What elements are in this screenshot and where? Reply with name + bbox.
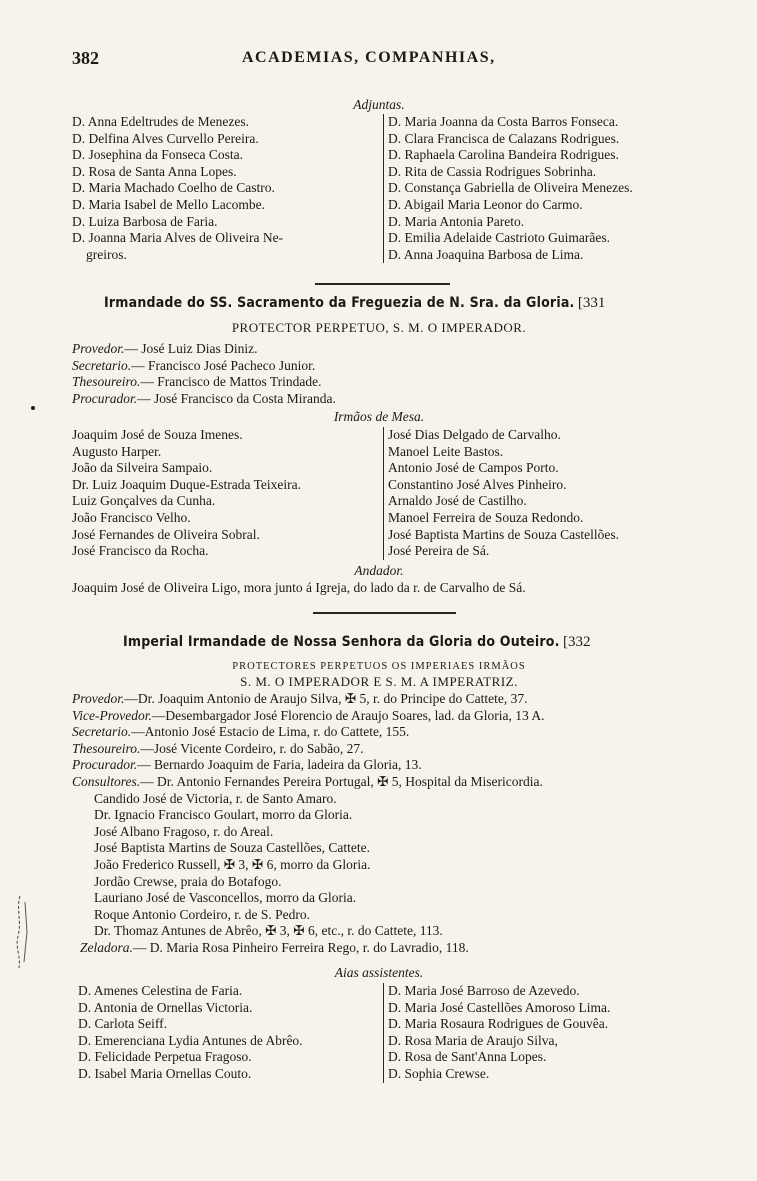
list-item: Dr. Ignacio Francisco Goulart, morro da Gloria. bbox=[94, 807, 353, 823]
list-item: D. Amenes Celestina de Faria. bbox=[78, 983, 243, 998]
officer-role: Secretario. bbox=[72, 724, 132, 740]
list-item: D. Anna Joaquina Barbosa de Lima. bbox=[388, 246, 584, 262]
list-item: João Francisco Velho. bbox=[72, 509, 191, 525]
section-heading bbox=[104, 295, 605, 312]
section-number: [332 bbox=[563, 634, 591, 650]
officer-name: —Antonio José Estacio de Lima, r. do Cattete, 155. bbox=[131, 724, 410, 740]
aias-heading: Aias assistentes. bbox=[334, 965, 424, 980]
officer-role: Provedor. bbox=[72, 691, 125, 706]
officer-name: — D. Maria Rosa Pinheiro Ferreira Rego, r. do Lavradio, 118. bbox=[132, 939, 469, 955]
officer-name: —Desembargador José Florencio de Araujo Soares, lad. da Gloria, 13 A. bbox=[151, 707, 545, 723]
adjuntas-right-column bbox=[383, 114, 694, 263]
list-item: D. Maria Joanna da Costa Barros Fonseca. bbox=[388, 114, 619, 129]
divider bbox=[315, 283, 450, 285]
list-item: João Frederico Russell, ✠ 3, ✠ 6, morro da Gloria. bbox=[94, 856, 371, 872]
list-item: Candido José de Victoria, r. de Santo Amaro. bbox=[94, 790, 337, 806]
andador-text: Joaquim José de Oliveira Ligo, mora junto á Igreja, do lado da r. de Carvalho de Sá. bbox=[72, 580, 526, 595]
officer-name: — José Francisco da Costa Miranda. bbox=[137, 390, 336, 406]
officer-name: — José Luiz Dias Diniz. bbox=[124, 341, 258, 356]
officer-role: Consultores. bbox=[72, 773, 141, 789]
section-title: Irmandade do SS. Sacramento da Freguezia de N. Sra. da Gloria. bbox=[104, 295, 575, 311]
section-heading bbox=[123, 634, 591, 651]
list-item: D. Carlota Seiff. bbox=[78, 1016, 167, 1032]
list-item: D. Rosa de Sant'Anna Lopes. bbox=[388, 1049, 547, 1065]
list-item: D. Maria Isabel de Mello Lacombe. bbox=[72, 196, 266, 212]
list-item: José Pereira de Sá. bbox=[388, 543, 490, 559]
list-item: D. Rosa Maria de Araujo Silva, bbox=[388, 1032, 558, 1048]
divider bbox=[313, 612, 456, 614]
irmaos-list bbox=[72, 427, 686, 561]
adjuntas-list bbox=[72, 114, 686, 264]
list-item: José Albano Fragoso, r. do Areal. bbox=[94, 823, 274, 839]
list-item: D. Joanna Maria Alves de Oliveira Ne- bbox=[72, 230, 284, 246]
list-item: Dr. Thomaz Antunes de Abrêo, ✠ 3, ✠ 6, etc., r. do Cattete, 113. bbox=[94, 923, 443, 939]
list-item: José Dias Delgado de Carvalho. bbox=[388, 427, 561, 442]
list-item: D. Clara Francisca de Calazans Rodrigues. bbox=[388, 130, 620, 146]
running-title: ACADEMIAS, COMPANHIAS, bbox=[242, 49, 496, 66]
list-item: Dr. Luiz Joaquim Duque-Estrada Teixeira. bbox=[72, 476, 301, 492]
list-item: João da Silveira Sampaio. bbox=[72, 460, 213, 476]
irmaos-heading: Irmãos de Mesa. bbox=[333, 409, 425, 424]
adjuntas-heading: Adjuntas. bbox=[353, 97, 405, 112]
officer-role: Thesoureiro. bbox=[72, 740, 141, 756]
list-item: Roque Antonio Cordeiro, r. de S. Pedro. bbox=[94, 906, 310, 922]
list-item: D. Emerenciana Lydia Antunes de Abrêo. bbox=[78, 1032, 303, 1048]
list-item: D. Antonia de Ornellas Victoria. bbox=[78, 999, 253, 1015]
officer-name: — Dr. Antonio Fernandes Pereira Portugal, ✠ 5, Hospital da Misericordia. bbox=[140, 773, 543, 789]
officer-name: — Francisco de Mattos Trindade. bbox=[140, 374, 322, 390]
list-item: D. Rosa de Santa Anna Lopes. bbox=[72, 163, 237, 179]
list-item: Augusto Harper. bbox=[72, 443, 162, 459]
list-item: Luiz Gonçalves da Cunha. bbox=[72, 493, 216, 509]
list-item: Antonio José de Campos Porto. bbox=[388, 460, 559, 476]
irmaos-left-column bbox=[72, 427, 372, 560]
officer-name: —José Vicente Cordeiro, r. do Sabão, 27. bbox=[140, 740, 364, 756]
list-item: D. Delfina Alves Curvello Pereira. bbox=[72, 130, 259, 146]
adjuntas-left-column bbox=[72, 114, 372, 263]
officer-role: Procurador. bbox=[72, 757, 138, 773]
aias-left-column bbox=[78, 983, 378, 1083]
list-item: Lauriano José de Vasconcellos, morro da Gloria. bbox=[94, 890, 357, 906]
officer-name: — Francisco José Pacheco Junior. bbox=[131, 357, 316, 373]
section-title: Imperial Irmandade de Nossa Senhora da Gloria do Outeiro. bbox=[123, 634, 560, 650]
section-number: [331 bbox=[577, 295, 606, 311]
list-item: D. Rita de Cassia Rodrigues Sobrinha. bbox=[388, 163, 597, 179]
page-number: 382 bbox=[72, 48, 99, 68]
officer-role: Procurador. bbox=[72, 390, 138, 406]
list-item: D. Anna Edeltrudes de Menezes. bbox=[72, 114, 249, 129]
list-item: D. Maria Machado Coelho de Castro. bbox=[72, 180, 275, 196]
list-item: D. Luiza Barbosa de Faria. bbox=[72, 213, 218, 229]
aias-right-column bbox=[383, 983, 694, 1083]
list-item: D. Maria José Castellões Amoroso Lima. bbox=[388, 999, 611, 1015]
list-item: Constantino José Alves Pinheiro. bbox=[388, 476, 567, 492]
list-item: Jordão Crewse, praia do Botafogo. bbox=[94, 873, 282, 889]
margin-dot bbox=[31, 406, 35, 410]
list-item: D. Isabel Maria Ornellas Couto. bbox=[78, 1065, 252, 1081]
list-item: D. Raphaela Carolina Bandeira Rodrigues. bbox=[388, 147, 619, 163]
list-item: Joaquim José de Souza Imenes. bbox=[72, 427, 243, 442]
officer-role: Zeladora. bbox=[80, 939, 133, 955]
list-item: D. Felicidade Perpetua Fragoso. bbox=[78, 1049, 252, 1065]
officer-role: Secretario. bbox=[72, 357, 132, 373]
list-item: José Fernandes de Oliveira Sobral. bbox=[72, 526, 260, 542]
list-item: D. Emilia Adelaide Castrioto Guimarães. bbox=[388, 230, 610, 246]
list-item: D. Constança Gabriella de Oliveira Menezes. bbox=[388, 180, 633, 196]
officer-name: —Dr. Joaquim Antonio de Araujo Silva, ✠ 5, r. do Principe do Cattete, 37. bbox=[124, 691, 528, 706]
officer-role: Vice-Provedor. bbox=[72, 707, 152, 723]
margin-scribble bbox=[12, 892, 36, 972]
list-item: Manoel Leite Bastos. bbox=[388, 443, 504, 459]
list-item: José Baptista Martins de Souza Castellões, Cattete. bbox=[94, 840, 370, 856]
protectors-line: PROTECTORES PERPETUOS OS IMPERIAES IRMÃOS bbox=[232, 661, 526, 672]
list-item: D. Abigail Maria Leonor do Carmo. bbox=[388, 196, 583, 212]
list-item: José Baptista Martins de Souza Castellões. bbox=[388, 526, 619, 542]
list-item: D. Josephina da Fonseca Costa. bbox=[72, 147, 243, 163]
protectors-names: S. M. O IMPERADOR E S. M. A IMPERATRIZ. bbox=[240, 674, 518, 689]
officers-list bbox=[72, 691, 702, 957]
aias-list bbox=[72, 983, 686, 1087]
list-item: D. Maria Antonia Pareto. bbox=[388, 213, 525, 229]
list-item: D. Sophia Crewse. bbox=[388, 1065, 490, 1081]
officer-role: Provedor. bbox=[72, 341, 125, 356]
list-item: D. Maria José Barroso de Azevedo. bbox=[388, 983, 580, 998]
list-item: Manoel Ferreira de Souza Redondo. bbox=[388, 509, 584, 525]
list-item: Arnaldo José de Castilho. bbox=[388, 493, 527, 509]
protector-line: PROTECTOR PERPETUO, S. M. O IMPERADOR. bbox=[231, 320, 527, 335]
list-item: greiros. bbox=[86, 246, 127, 262]
list-item: D. Maria Rosaura Rodrigues de Gouvêa. bbox=[388, 1016, 609, 1032]
andador-heading: Andador. bbox=[354, 563, 404, 578]
irmaos-right-column bbox=[383, 427, 694, 560]
list-item: José Francisco da Rocha. bbox=[72, 543, 209, 559]
officer-name: — Bernardo Joaquim de Faria, ladeira da Gloria, 13. bbox=[137, 757, 422, 773]
officers-list bbox=[72, 341, 702, 407]
officer-role: Thesoureiro. bbox=[72, 374, 141, 390]
